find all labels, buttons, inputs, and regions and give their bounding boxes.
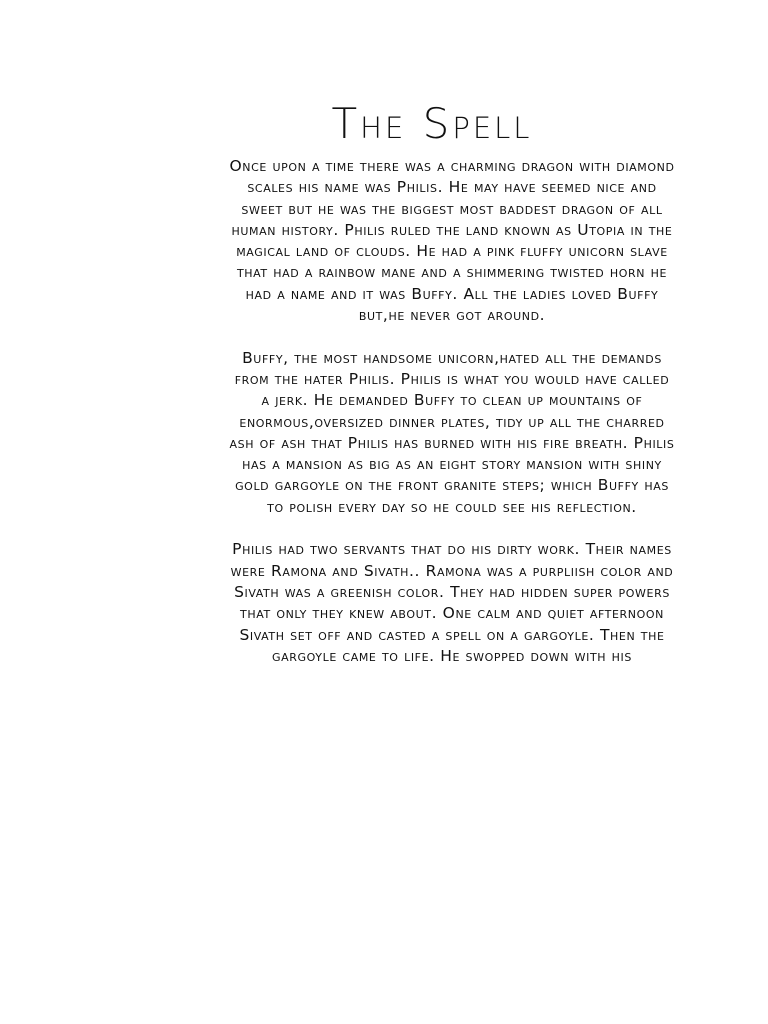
story-paragraph-1: Once upon a time there was a charming dragon with diamond scales his name was Philis. He may have seemed nice and sweet but he was the biggest most baddest dragon of all human history. Philis ruled the land known as Utopia in the magical land of clouds. He had a pink fluffy unicorn slave that had a rainbow mane and a shimmering twisted horn he had a name and it was Buffy. All the ladies loved Buffy but,he never got around. [229,157,675,325]
story-paragraph-2: Buffy, the most handsome unicorn,hated all the demands from the hater Philis. Philis is what you would have called a jerk. He demanded Buffy to clean up mountains of enormous,oversized dinner plates, tidy up all the charred ash of ash that Philis has burned with his fire breath. Philis has a mansion as big as an eight story mansion with shiny gold gargoyle on the front granite steps; which Buffy has to polish every day so he could see his reflection. [229,348,675,516]
page-title: The Spell [331,99,533,148]
story-body [228,156,676,688]
story-paragraph-3: Philis had two servants that do his dirty work. Their names were Ramona and Sivath.. Ramona was a purpliish color and Sivath was a greenish color. They had hidden super powers that only they knew about. One calm and quiet afternoon Sivath set off and casted a spell on a gargoyle. Then the gargoyle came to life. He swopped down with his [230,540,674,665]
